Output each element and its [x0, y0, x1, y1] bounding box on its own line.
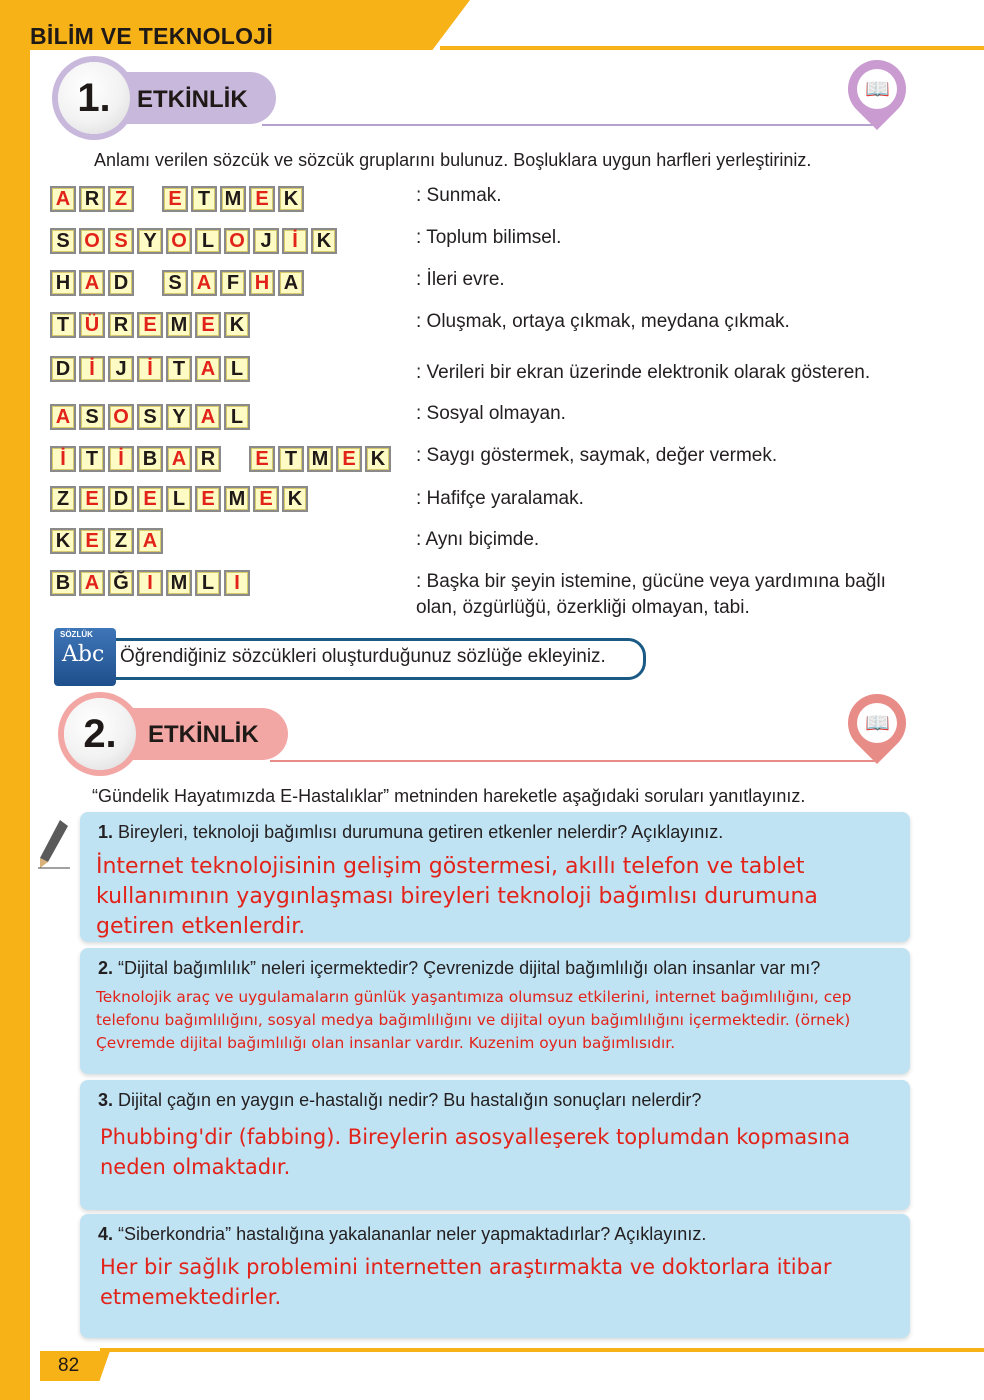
tile-gap — [224, 446, 246, 472]
letter-tile: A — [79, 270, 105, 296]
word-row-2 — [50, 228, 340, 254]
letter-tile: O — [79, 228, 105, 254]
question-card-1 — [80, 812, 910, 942]
word-meaning-1: : Sunmak. — [416, 185, 502, 206]
letter-tile: M — [220, 186, 246, 212]
dictionary-book-icon — [54, 628, 116, 686]
word-meaning-7: : Saygı göstermek, saymak, değer vermek. — [416, 445, 778, 466]
letter-tile: Y — [137, 228, 163, 254]
letter-tile: K — [282, 486, 308, 512]
letter-tile: E — [195, 486, 221, 512]
activity2-instruction: “Gündelik Hayatımızda E-Hastalıklar” metninden hareketle aşağıdaki soruları yanıtlayınız. — [92, 786, 806, 806]
letter-tile: S — [137, 404, 163, 430]
letter-tile: R — [79, 186, 105, 212]
question-3-number: 3. — [98, 1090, 114, 1110]
letter-tile: E — [79, 528, 105, 554]
header-line — [440, 46, 984, 50]
letter-tile: T — [50, 312, 76, 338]
letter-tile: E — [79, 486, 105, 512]
letter-tile: Ü — [79, 312, 105, 338]
activity2-label: ETKİNLİK — [148, 721, 259, 748]
activity1-header-line — [262, 124, 876, 126]
word-row-8 — [50, 486, 311, 512]
question-3-text: Dijital çağın en yaygın e-hastalığı nedir? Bu hastalığın sonuçları nelerdir? — [113, 1090, 702, 1110]
question-4-number: 4. — [98, 1224, 114, 1244]
letter-tile: L — [224, 356, 250, 382]
word-meaning-4: : Oluşmak, ortaya çıkmak, meydana çıkmak. — [416, 311, 790, 332]
question-4-text: “Siberkondria” hastalığına yakalananlar neler yapmaktadırlar? Açıklayınız. — [113, 1224, 707, 1244]
letter-tile: İ — [50, 446, 76, 472]
open-book-icon-2: 📖 — [864, 712, 890, 735]
letter-tile: S — [79, 404, 105, 430]
letter-tile: İ — [282, 228, 308, 254]
letter-tile: Z — [108, 528, 134, 554]
letter-tile: E — [253, 486, 279, 512]
word-meaning-10: : Başka bir şeyin istemine, gücüne veya yardımına bağlı — [416, 571, 886, 592]
word-meaning-9: : Aynı biçimde. — [416, 529, 540, 550]
letter-tile: E — [249, 186, 275, 212]
letter-tile: A — [137, 528, 163, 554]
answer-1: İnternet teknolojisinin gelişim göstermesi, akıllı telefon ve tablet kullanımının yaygınlaşması bireyleri teknoloji bağımlısı durumuna getiren etkenlerdir. — [96, 854, 818, 939]
letter-tile: K — [278, 186, 304, 212]
letter-tile: J — [108, 356, 134, 382]
activity1-label: ETKİNLİK — [137, 86, 248, 113]
letter-tile: O — [108, 404, 134, 430]
letter-tile: T — [166, 356, 192, 382]
letter-tile: A — [195, 404, 221, 430]
word-row-4 — [50, 312, 253, 338]
letter-tile: B — [137, 446, 163, 472]
activity1-instruction: Anlamı verilen sözcük ve sözcük gruplarını bulunuz. Boşluklara uygun harfleri yerleştiriniz. — [94, 150, 812, 170]
tile-gap — [137, 186, 159, 212]
letter-tile: K — [224, 312, 250, 338]
letter-tile: K — [50, 528, 76, 554]
letter-tile: H — [50, 270, 76, 296]
letter-tile: A — [191, 270, 217, 296]
word-meaning-6: : Sosyal olmayan. — [416, 403, 566, 424]
open-book-icon: 📖 — [864, 78, 890, 101]
word-meaning-3: : İleri evre. — [416, 269, 505, 290]
letter-tile: S — [162, 270, 188, 296]
letter-tile: E — [162, 186, 188, 212]
letter-tile: E — [195, 312, 221, 338]
letter-tile: E — [137, 486, 163, 512]
sozluk-text: Öğrendiğiniz sözcükleri oluşturduğunuz sözlüğe ekleyiniz. — [120, 646, 606, 667]
question-1 — [98, 822, 723, 843]
answer-2: Teknolojik araç ve uygulamaların günlük yaşantımıza olumsuz etkilerini, internet bağımlılığını, cep telefonu bağımlılığını, sosyal medya bağımlılığını ve dijital oyun bağımlılığını içermektedir. (örnek) Çevremde dijital bağımlılığı olan insanlar vardır. Kuzenim oyun bağımlısıdır. — [96, 988, 852, 1052]
answer-4: Her bir sağlık problemini internetten araştırmakta ve doktorlara itibar etmemektedirler. — [100, 1255, 832, 1309]
letter-tile: J — [253, 228, 279, 254]
book-pin-icon-2 — [836, 682, 918, 764]
question-card-4 — [80, 1214, 910, 1338]
pencil-icon — [36, 818, 72, 870]
letter-tile: Ğ — [108, 570, 134, 596]
word-row-5 — [50, 356, 253, 382]
letter-tile: M — [224, 486, 250, 512]
section-title: BİLİM VE TEKNOLOJİ — [30, 23, 274, 49]
letter-tile: T — [79, 446, 105, 472]
word-row-10 — [50, 570, 253, 596]
letter-tile: S — [108, 228, 134, 254]
question-card-3 — [80, 1080, 910, 1210]
word-meaning-2: : Toplum bilimsel. — [416, 227, 562, 248]
question-1-text: Bireyleri, teknoloji bağımlısı durumuna getiren etkenler nelerdir? Açıklayınız. — [113, 822, 724, 842]
sozluk-tag: SÖZLÜK — [60, 630, 93, 639]
letter-tile: E — [137, 312, 163, 338]
letter-tile: L — [195, 570, 221, 596]
letter-tile: T — [191, 186, 217, 212]
page-number: 82 — [58, 1355, 80, 1376]
letter-tile: H — [249, 270, 275, 296]
question-4 — [98, 1224, 706, 1245]
tile-gap — [137, 270, 159, 296]
letter-tile: Y — [166, 404, 192, 430]
letter-tile: K — [311, 228, 337, 254]
letter-tile: D — [50, 356, 76, 382]
letter-tile: L — [166, 486, 192, 512]
letter-tile: K — [365, 446, 391, 472]
letter-tile: B — [50, 570, 76, 596]
question-2-number: 2. — [98, 958, 114, 978]
letter-tile: A — [50, 404, 76, 430]
question-1-number: 1. — [98, 822, 114, 842]
letter-tile: L — [224, 404, 250, 430]
letter-tile: O — [166, 228, 192, 254]
word-meaning-10-cont: olan, özgürlüğü, özerkliği olmayan, tabi. — [416, 597, 750, 618]
letter-tile: D — [108, 486, 134, 512]
letter-tile: O — [224, 228, 250, 254]
word-row-7 — [50, 446, 394, 472]
letter-tile: A — [166, 446, 192, 472]
letter-tile: M — [166, 570, 192, 596]
activity1-number: 1. — [58, 62, 130, 134]
letter-tile: D — [108, 270, 134, 296]
question-card-2 — [80, 948, 910, 1074]
letter-tile: F — [220, 270, 246, 296]
footer-line — [100, 1348, 984, 1352]
letter-tile: A — [79, 570, 105, 596]
word-row-6 — [50, 404, 253, 430]
letter-tile: E — [336, 446, 362, 472]
word-row-1 — [50, 186, 307, 212]
letter-tile: A — [195, 356, 221, 382]
letter-tile: İ — [79, 356, 105, 382]
letter-tile: Z — [108, 186, 134, 212]
question-2 — [98, 958, 820, 979]
word-row-3 — [50, 270, 307, 296]
letter-tile: L — [195, 228, 221, 254]
activity2-number: 2. — [64, 698, 136, 770]
word-meaning-5: : Verileri bir ekran üzerinde elektronik olarak gösteren. — [416, 362, 871, 383]
letter-tile: M — [166, 312, 192, 338]
sozluk-book-label: Abc — [62, 642, 105, 667]
book-pin-icon — [836, 48, 918, 130]
word-meaning-8: : Hafifçe yaralamak. — [416, 488, 584, 509]
letter-tile: R — [195, 446, 221, 472]
letter-tile: T — [278, 446, 304, 472]
letter-tile: E — [249, 446, 275, 472]
letter-tile: I — [137, 570, 163, 596]
letter-tile: A — [50, 186, 76, 212]
letter-tile: M — [307, 446, 333, 472]
letter-tile: İ — [137, 356, 163, 382]
letter-tile: S — [50, 228, 76, 254]
question-3 — [98, 1090, 701, 1111]
letter-tile: Z — [50, 486, 76, 512]
activity2-header-line — [270, 760, 876, 762]
word-row-9 — [50, 528, 166, 554]
letter-tile: İ — [108, 446, 134, 472]
letter-tile: A — [278, 270, 304, 296]
question-2-text: “Dijital bağımlılık” neleri içermektedir? Çevrenizde dijital bağımlılığı olan insanlar var mı? — [113, 958, 821, 978]
letter-tile: R — [108, 312, 134, 338]
left-margin-bar — [0, 0, 30, 1400]
letter-tile: I — [224, 570, 250, 596]
answer-3: Phubbing'dir (fabbing). Bireylerin asosyalleşerek toplumdan kopmasına neden olmaktadır. — [100, 1125, 851, 1179]
